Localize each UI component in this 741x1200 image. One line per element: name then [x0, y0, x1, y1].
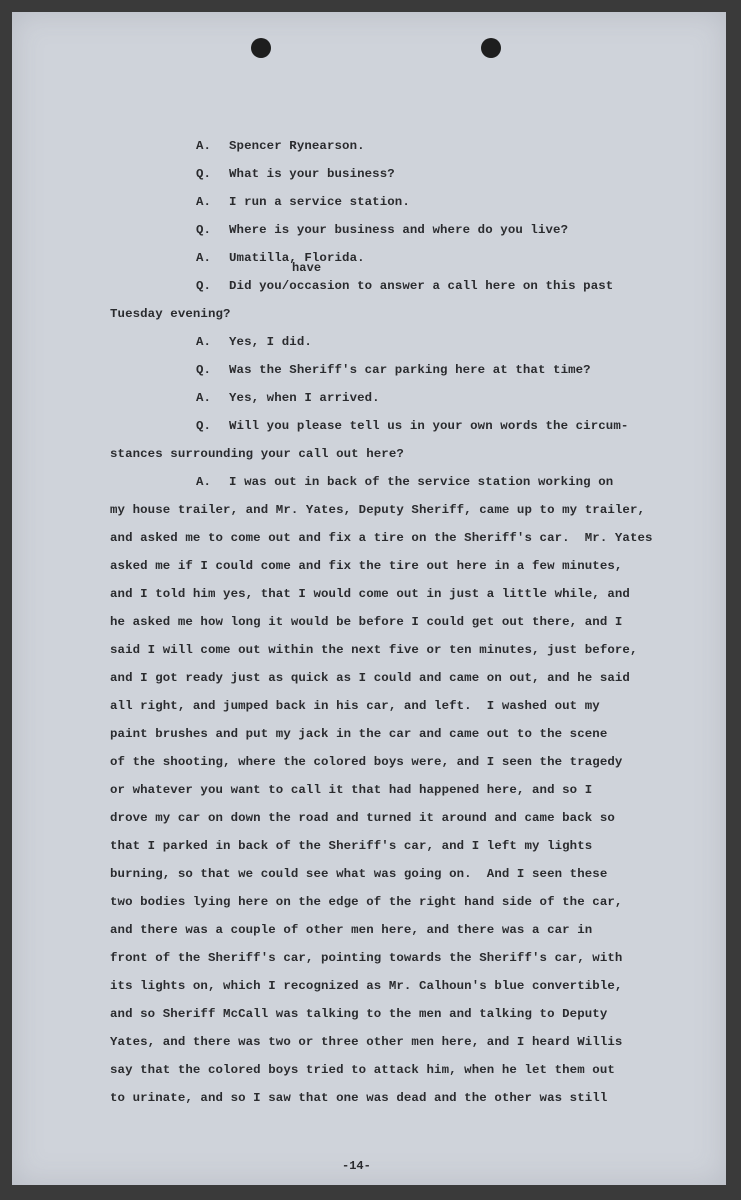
answer-line: that I parked in back of the Sheriff's car, and I left my lights	[110, 839, 593, 853]
answer-line: burning, so that we could see what was going on. And I seen these	[110, 867, 608, 881]
question-words-line1: Q. Will you please tell us in your own words the circum-	[196, 419, 629, 433]
answer-paragraph	[110, 496, 720, 1112]
answer-line: paint brushes and put my jack in the car and came out to the scene	[110, 727, 608, 741]
answer-line: and so Sheriff McCall was talking to the men and talking to Deputy	[110, 1007, 608, 1021]
binder-hole-right	[481, 38, 501, 58]
answer-line: all right, and jumped back in his car, and left. I washed out my	[110, 699, 600, 713]
answer-line: and I got ready just as quick as I could and came on out, and he said	[110, 671, 630, 685]
exchange-line: A. Yes, I did.	[196, 335, 312, 349]
answer-line: drove my car on down the road and turned it around and came back so	[110, 811, 615, 825]
answer-line: of the shooting, where the colored boys were, and I seen the tragedy	[110, 755, 623, 769]
exchange-line: Q. Was the Sheriff's car parking here at that time?	[196, 363, 591, 377]
answer-line: said I will come out within the next five or ten minutes, just before,	[110, 643, 638, 657]
answer-line: Yates, and there was two or three other men here, and I heard Willis	[110, 1035, 623, 1049]
answer-line: my house trailer, and Mr. Yates, Deputy Sheriff, came up to my trailer,	[110, 503, 646, 517]
question-tuesday-line1: have Q. Did you/occasion to answer a call here on this past	[196, 261, 614, 293]
answer-line: and asked me to come out and fix a tire on the Sheriff's car. Mr. Yates	[110, 531, 653, 545]
page-number: -14-	[342, 1159, 371, 1173]
exchange-line: A. Yes, when I arrived.	[196, 391, 380, 405]
binder-hole-left	[251, 38, 271, 58]
answer-line: to urinate, and so I saw that one was dead and the other was still	[110, 1091, 608, 1105]
answer-line: two bodies lying here on the edge of the right hand side of the car,	[110, 895, 623, 909]
question-words-line2: stances surrounding your call out here?	[110, 447, 404, 461]
answer-line: and I told him yes, that I would come out in just a little while, and	[110, 587, 630, 601]
answer-line: asked me if I could come and fix the tire out here in a few minutes,	[110, 559, 623, 573]
exchange-line: A. Umatilla, Florida.	[196, 251, 365, 265]
answer-line: he asked me how long it would be before I could get out there, and I	[110, 615, 623, 629]
answer-line: or whatever you want to call it that had happened here, and so I	[110, 783, 593, 797]
document-page	[12, 12, 726, 1185]
answer-first-line: A. I was out in back of the service station working on	[196, 475, 614, 489]
handwritten-insertion: have	[292, 261, 322, 275]
exchange-line: Q. What is your business?	[196, 167, 395, 181]
exchange-line: A. Spencer Rynearson.	[196, 139, 365, 153]
question-tuesday-line2: Tuesday evening?	[110, 307, 231, 321]
exchange-line: Q. Where is your business and where do you live?	[196, 223, 569, 237]
exchange-line: A. I run a service station.	[196, 195, 410, 209]
transcript-body	[110, 132, 720, 1112]
answer-line: say that the colored boys tried to attack him, when he let them out	[110, 1063, 615, 1077]
answer-line: and there was a couple of other men here, and there was a car in	[110, 923, 593, 937]
answer-line: front of the Sheriff's car, pointing towards the Sheriff's car, with	[110, 951, 623, 965]
answer-line: its lights on, which I recognized as Mr. Calhoun's blue convertible,	[110, 979, 623, 993]
